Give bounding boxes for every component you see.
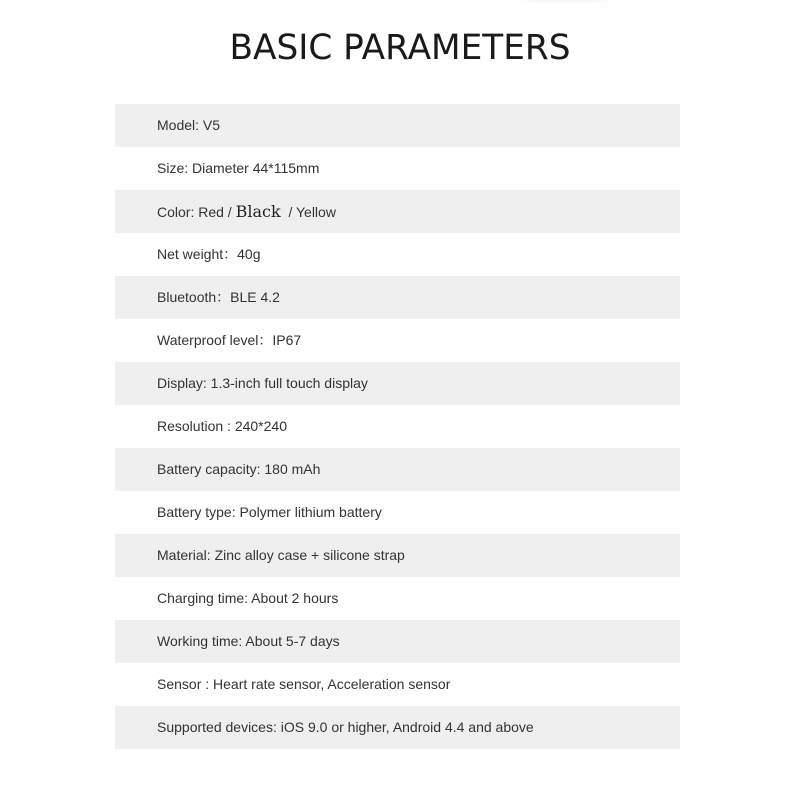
param-text: Waterproof level：IP67 bbox=[157, 332, 302, 348]
decorative-shadow bbox=[520, 0, 610, 2]
param-row-display bbox=[115, 362, 680, 405]
param-row-supported-devices bbox=[115, 706, 680, 749]
param-text: Bluetooth：BLE 4.2 bbox=[157, 289, 280, 305]
param-row-material bbox=[115, 534, 680, 577]
param-text: Working time: About 5-7 days bbox=[157, 633, 340, 649]
parameters-table bbox=[115, 104, 680, 749]
param-row-battery-capacity bbox=[115, 448, 680, 491]
param-text-emphasis: Black bbox=[235, 202, 281, 221]
param-text: Net weight：40g bbox=[157, 246, 261, 262]
param-text: Model: V5 bbox=[157, 117, 221, 133]
param-text: Size: Diameter 44*115mm bbox=[157, 160, 320, 176]
param-row-color bbox=[115, 190, 680, 233]
param-text-suffix: / Yellow bbox=[280, 204, 336, 220]
param-text: Supported devices: iOS 9.0 or higher, Android 4.4 and above bbox=[157, 719, 534, 735]
param-text: Charging time: About 2 hours bbox=[157, 590, 339, 606]
param-row-working-time bbox=[115, 620, 680, 663]
param-row-model bbox=[115, 104, 680, 147]
param-text-prefix: Color: Red / bbox=[157, 204, 236, 220]
param-text: Sensor : Heart rate sensor, Acceleration sensor bbox=[157, 676, 451, 692]
param-row-net-weight bbox=[115, 233, 680, 276]
param-row-waterproof bbox=[115, 319, 680, 362]
param-text: Battery type: Polymer lithium battery bbox=[157, 504, 382, 520]
param-row-charging-time bbox=[115, 577, 680, 620]
page-title: BASIC PARAMETERS bbox=[229, 28, 571, 68]
param-text: Material: Zinc alloy case + silicone strap bbox=[157, 547, 405, 563]
param-text: Display: 1.3-inch full touch display bbox=[157, 375, 368, 391]
param-text: Resolution : 240*240 bbox=[157, 418, 287, 434]
param-row-battery-type bbox=[115, 491, 680, 534]
param-row-resolution bbox=[115, 405, 680, 448]
param-row-sensor bbox=[115, 663, 680, 706]
param-text: Battery capacity: 180 mAh bbox=[157, 461, 321, 477]
param-row-bluetooth bbox=[115, 276, 680, 319]
param-row-size bbox=[115, 147, 680, 190]
